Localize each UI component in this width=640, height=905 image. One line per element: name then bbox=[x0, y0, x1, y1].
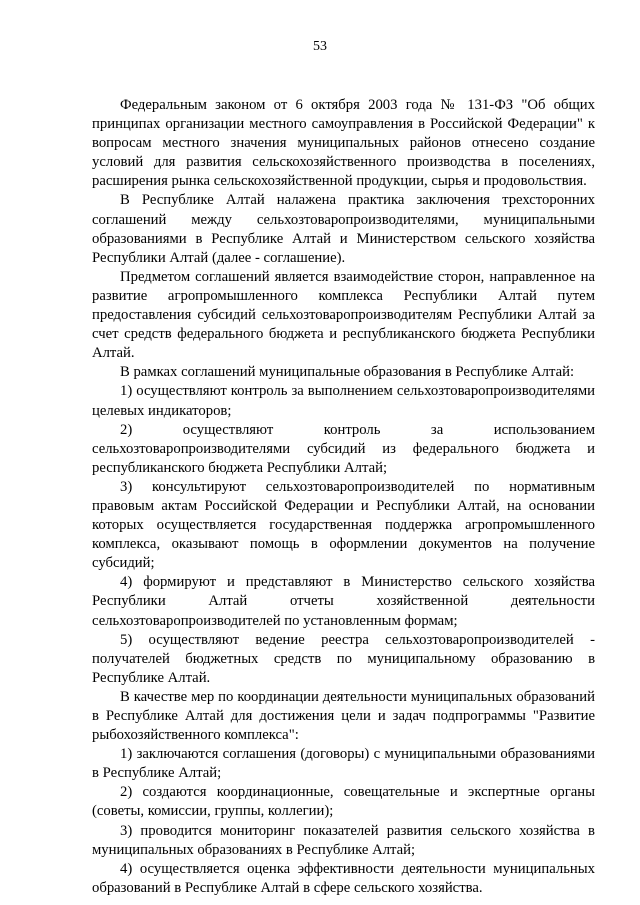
paragraph-tripartite-agreements: В Республике Алтай налажена практика заключения трехсторонних соглашений между сельхозтоваропроизводителями, муниципальными образованиями в Республике Алтай и Министерством сельского хозяйства Республики Алтай (далее - соглашение). bbox=[92, 192, 595, 266]
list-item-duty-2: 2) осуществляют контроль за использованием сельхозтоваропроизводителями субсидий из федерального бюджета и республиканского бюджета Республики Алтай; bbox=[92, 421, 595, 476]
list-item-duty-1: 1) осуществляют контроль за выполнением сельхозтоваропроизводителями целевых индикаторов; bbox=[92, 383, 595, 419]
list-item-duty-4: 4) формируют и представляют в Министерство сельского хозяйства Республики Алтай отчеты хозяйственной деятельности сельхозтоваропроизводителей по установленным формам; bbox=[92, 574, 595, 629]
list-item-measure-4: 4) осуществляется оценка эффективности деятельности муниципальных образований в Республике Алтай в сфере сельского хозяйства. bbox=[92, 860, 595, 896]
paragraph-municipal-duties-intro: В рамках соглашений муниципальные образования в Республике Алтай: bbox=[120, 364, 575, 381]
paragraph-federal-law: Федеральным законом от 6 октября 2003 года № 131-ФЗ "Об общих принципах организации местного самоуправления в Российской Федерации" к вопросам местного значения муниципальных районов отнесено создание условий для развития сельскохозяйственного производства в поселениях, расширения рынка сельскохозяйственной продукции, сырья и продовольствия. bbox=[92, 97, 595, 190]
list-item-measure-1: 1) заключаются соглашения (договоры) с муниципальными образованиями в Республике Алтай; bbox=[92, 746, 595, 782]
list-item-measure-3: 3) проводится мониторинг показателей развития сельского хозяйства в муниципальных образованиях в Республике Алтай; bbox=[92, 822, 595, 858]
list-item-duty-5: 5) осуществляют ведение реестра сельхозтоваропроизводителей - получателей бюджетных средств по муниципальному образованию в Республике Алтай. bbox=[92, 631, 595, 686]
list-item-duty-3: 3) консультируют сельхозтоваропроизводителей по нормативным правовым актам Российской Федерации и Республики Алтай, на основании которых осуществляется государственная поддержка агропромышленного комплекса, оказывают помощь в оформлении документов на получение субсидий; bbox=[92, 478, 595, 572]
page-number: 53 bbox=[313, 39, 327, 54]
paragraph-agreement-subject: Предметом соглашений является взаимодействие сторон, направленное на развитие агропромышленного комплекса Республики Алтай путем предоставления субсидий сельхозтоваропроизводителям Республики Алтай за счет средств федерального бюджета и республиканского бюджета Республики Алтай. bbox=[92, 268, 595, 362]
paragraph-coordination-measures-intro: В качестве мер по координации деятельности муниципальных образований в Республике Алтай для достижения цели и задач подпрограммы "Развитие рыбохозяйственного комплекса": bbox=[92, 688, 595, 744]
document-body bbox=[92, 96, 595, 898]
list-item-measure-2: 2) создаются координационные, совещательные и экспертные органы (советы, комиссии, группы, коллегии); bbox=[92, 784, 595, 820]
